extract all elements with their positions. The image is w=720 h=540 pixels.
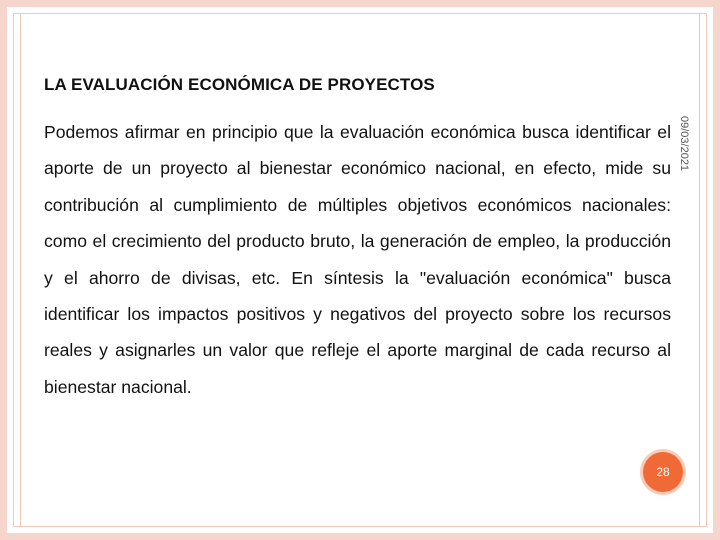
right-frame-line	[699, 13, 700, 527]
slide-body-text: Podemos afirmar en principio que la evaluación económica busca identificar el aporte de un proyecto al bienestar económico nacional, en efecto, mide su contribución al cumplimiento de múltiples objetivos económicos nacionales: como el crecimiento del producto bruto, la generación de empleo, la producción y el ahorro de divisas, etc. En síntesis la "evaluación económica" busca identificar los impactos positivos y negativos del proyecto sobre los recursos reales y asignarles un valor que refleje el aporte marginal de cada recurso al bienestar nacional.	[44, 122, 671, 397]
slide-title: LA EVALUACIÓN ECONÓMICA DE PROYECTOS	[44, 75, 435, 94]
slide-date: 09/03/2021	[678, 116, 690, 172]
left-frame-line	[20, 13, 21, 527]
page-number-badge	[643, 452, 683, 492]
page-number: 28	[656, 465, 670, 479]
